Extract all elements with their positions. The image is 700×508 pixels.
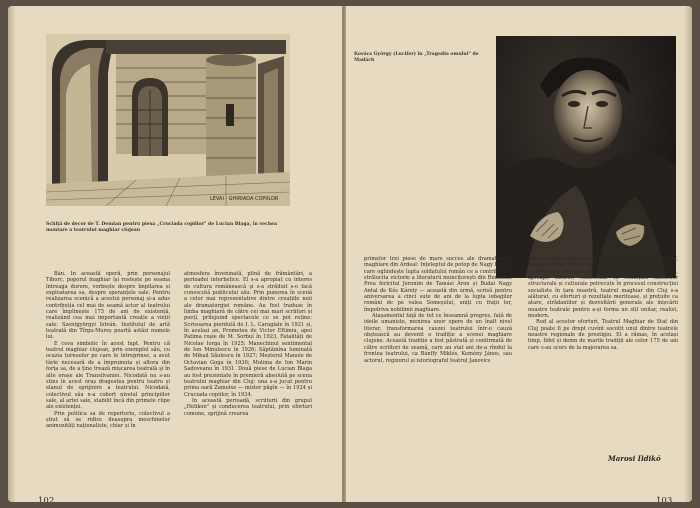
- portrait-caption: [354, 52, 482, 64]
- paragraph: E ceva simbolic în acest fapt. Pentru că teatrul maghiar clujean, prin exemplul său, cu ocazia turneelor pe care le întreprinse, a avut tărie necesară de a împrumuta și altora din forța sa, de a ține trează mișcarea teatrală și în alte orașe ale Transilvaniei. Nicodată nu s-au stins în acest oraș dragostea pentru teatru și elanul de sprijinire a teatrului. Nicodată, colectivul său n-a cobort nivelul principiilor sale, al artei sale, stabilit încă din primele clipe ale existenței.: [46, 340, 170, 411]
- caption-text: de T. Demian pentru piesa „Cruciada copiilor" de Lucian Blaga, în vechea montare a teatrului maghiar clujean: [46, 222, 278, 233]
- paragraph: Bán. In această operă, prin personajul Tiborc, poporul maghiar își rostește pe seama întreaga durere, vorbește despre împilarea și exploatarea sa, despre speranțele sale. Pentru realizarea scenică a acestui personaj și-a adus contribuția cel mai de seamă actor al teatrului care împlinește 175 de ani de existență, realizând cea mai importantă creație a vieții sale: Szentgyörgyi István. Institutul de artă teatrală din Tîrgu-Mureș poartă astăzi numele lui.: [46, 271, 170, 341]
- author-signature: Marosi Ildikó: [608, 454, 661, 463]
- left-column-1: [46, 271, 170, 430]
- caption-text: în „Tragedia omului" de Madách: [354, 52, 479, 63]
- paragraph: Prin politica sa de repertoriu, colectivul a știut să se ridice deasupra meschinelor animozități naționaliste, chiar și în: [46, 410, 170, 430]
- paragraph: Atașamentul față de tot ce înseamnă progres, față de ideile umaniste, menirea unor opere de un înalt nivel literar, transformarea cauzei teatrului într-o cauză obștească au devenit o tradiție a scenei maghiare clujene. Această tradiție a fost păstrată și confirmată de către scriitori de seamă, care au stat ani de-a rîndul la frontea teatrului, ca Bánffy Miklós, Kemény János, sau actorul, regizorul și istoriograful teatrul Janovics: [364, 313, 512, 364]
- paragraph: In această perioadă, scriitorii din grupul „Helikon" și conducerea teatrului, prin eforturi comune, sprijină crearea: [184, 397, 312, 417]
- paragraph: Perioada ultimilor douăzeci și cinci de ani ne este, aproape tuturor, cunoscută. In condițiile înnoirilor structurale și culturale petrecute în procesul construcției socialiste în țara noastră, teatrul maghiar din Cluj s-a alăturat, cu eforturi și rezultate meritoase, și prețuite ca atare, strădaniilor și dezvoltării generale ale mișcării noastre teatrale pentru a-și forma un stil unitar, realist, modern.: [528, 268, 678, 320]
- paragraph: Rod al acestor eforturi, Teatrul Maghiar de Stat din Cluj poate fi pe drept cuvînt socotit unul dintre teatrele noastre regionale de prestigiu. El a rămas, în același timp, fidel și demn de marile tradiții ale celor 175 de ani care s-au scurs de la majorarea sa.: [528, 319, 678, 351]
- portrait-illustration: [496, 36, 676, 278]
- stage-set-illustration: [46, 34, 290, 206]
- stage-sketch-caption: [46, 222, 296, 234]
- actor-portrait-photo: [496, 36, 676, 278]
- paragraph: primelor trei piese de mare succes ale dramaturgiei maghiare din Ardeal: Ințeleptul de potop de Nagy István, care oglindește lupta soldatului român ce a contribuit la strălucita victorie a literaturii muncitorești din România; Prea fericitul Jeronim de Tamási Áron și Budai Nagy Antal de Kós Károly — această din urmă, scrisă pentru aniversarea a cinci sute de ani de la lupta iobagilor români de pe valea Someșului, uniți cu frații lor, împotriva nobilimii maghiare.: [364, 256, 512, 313]
- right-page: [346, 6, 692, 502]
- paragraph: Jenő, iar după Eliberare, Szentimrei Jenő, Méliusz József, Tamás Gáspár, Huszár Sándor.: [528, 256, 678, 269]
- right-column-1: [364, 256, 512, 364]
- stage-artist-signature: LEVAI · GHIRIADA COPIILOR: [210, 196, 279, 202]
- caption-actor-name: Kovács György (Lucifer): [354, 52, 416, 57]
- page-number-right: 103: [656, 496, 673, 502]
- paragraph: atmosfera înveninată, plină de frământări, a perioadei interbelice. El s-a apropiat cu interes de cultura românească și s-a străduit s-o facă cunoscută publicului său. Prin punerea în scenă a celor mai reprezentative dintre creațiile noii ale dramaturgiei române. Au fost traduse în limba maghiară de către cei mai mari scriitori și poeți, prilejuind spectacole ce se pot reține: Scrisoarea pierdută de I. L. Caragiale în 1921 și, în același an, Prometeu de Victor Eftimiu, apoi Patima roșie de M. Sorbul în 1923, Fatalități de Nicolae Iorga în 1925; Manechinul sentimental de Ion Minulescu în 1926; Săptămîna luminată de Mihail Săulescu în 1927; Meșterul Manole de Octavian Goga în 1930; Molima de Ion Marin Sadoveanu în 1931. Două piese de Lucian Blaga au fost prezentate în premieră absolută pe scena teatrului maghiar din Cluj: una s-a jucat pentru prima oară Zamolxe — mister păgîn — în 1924 și Cruciada copiilor, în 1934.: [184, 271, 312, 398]
- right-column-2: [528, 256, 678, 351]
- left-page: [8, 6, 342, 502]
- left-column-2: [184, 271, 312, 417]
- stage-set-sketch: [46, 34, 290, 206]
- page-number-left: 102: [38, 496, 55, 502]
- caption-label: Schiță de decor: [46, 222, 87, 227]
